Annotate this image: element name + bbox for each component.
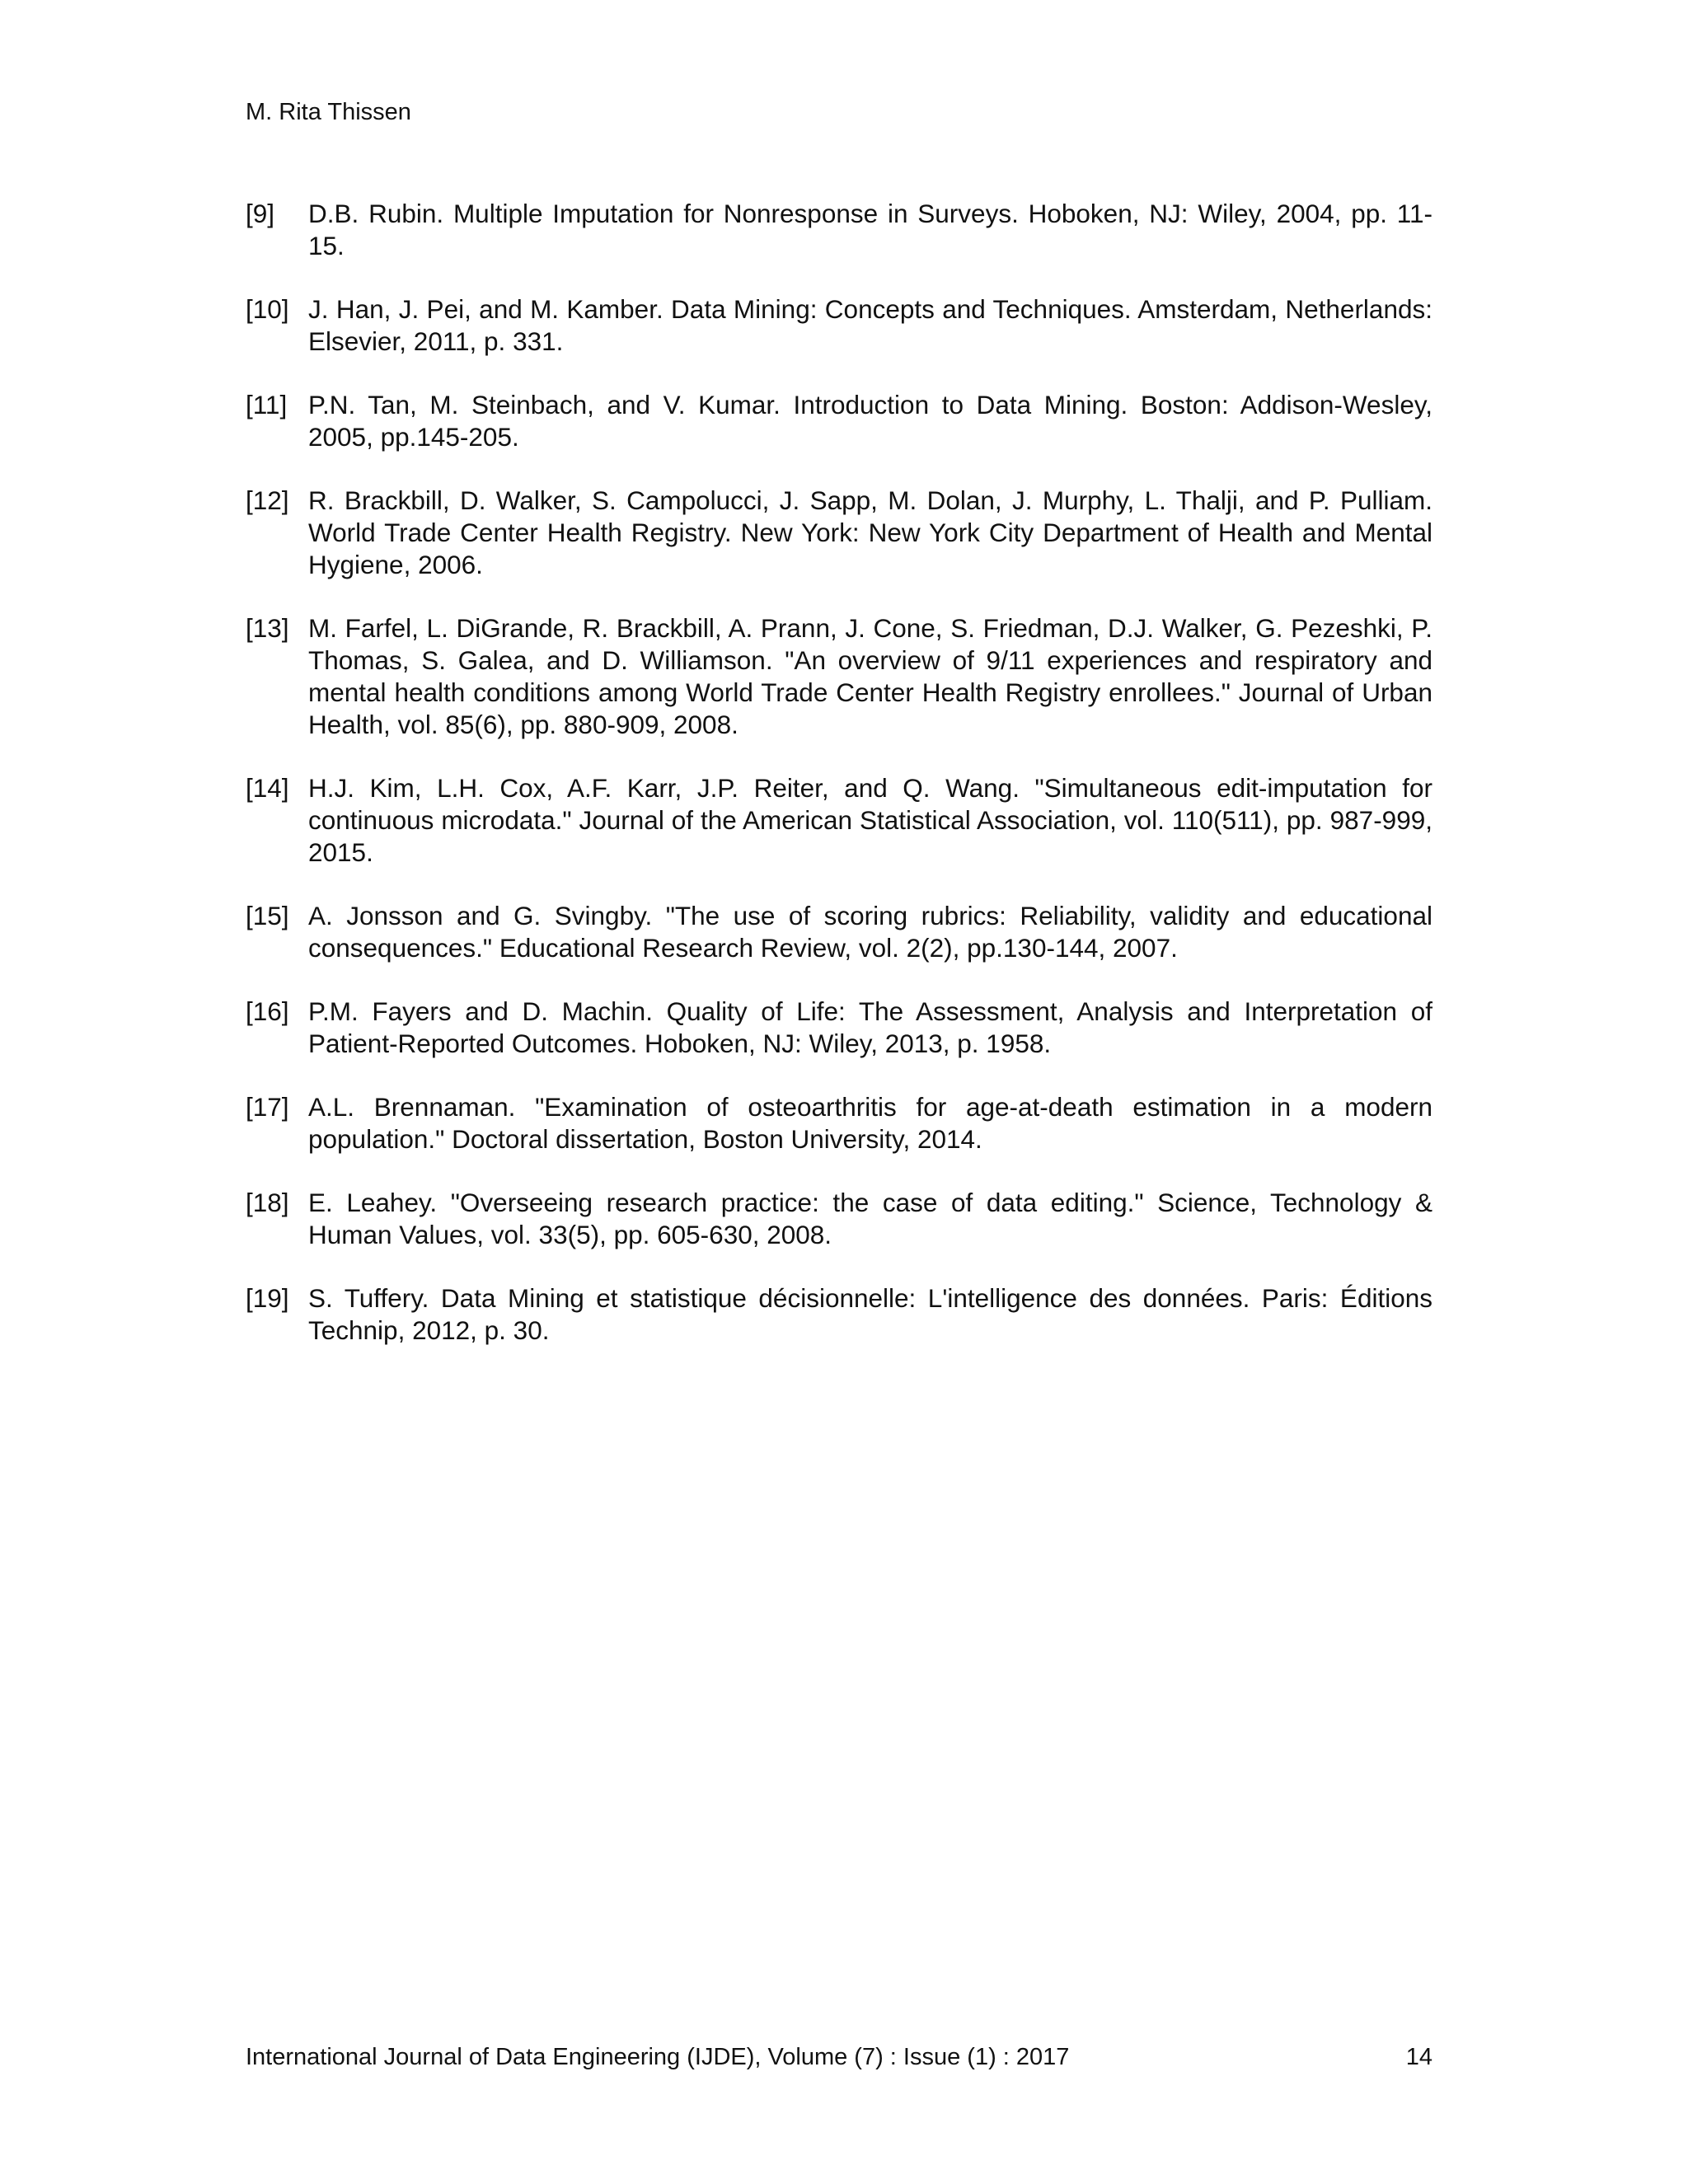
reference-text: D.B. Rubin. Multiple Imputation for Nonresponse in Surveys. Hoboken, NJ: Wiley, 2004, pp. 11-15. [308, 199, 1432, 260]
footer-journal-citation: International Journal of Data Engineering (IJDE), Volume (7) : Issue (1) : 2017 [246, 2044, 1070, 2070]
reference-item [246, 996, 1432, 1060]
reference-item [246, 1282, 1432, 1347]
reference-text: H.J. Kim, L.H. Cox, A.F. Karr, J.P. Reiter, and Q. Wang. "Simultaneous edit-imputation for continuous microdata." Journal of the American Statistical Association, vol. 110(511), pp. 987-999, 2015. [308, 773, 1432, 867]
reference-item [246, 612, 1432, 741]
running-header-author: M. Rita Thissen [246, 99, 411, 125]
reference-item [246, 293, 1432, 358]
reference-number: [16] [246, 996, 289, 1026]
reference-item [246, 900, 1432, 964]
reference-number: [12] [246, 485, 289, 515]
page-number: 14 [1405, 2044, 1432, 2070]
reference-number: [10] [246, 294, 289, 324]
reference-item [246, 485, 1432, 581]
reference-text: A.L. Brennaman. "Examination of osteoarthritis for age-at-death estimation in a modern population." Doctoral dissertation, Boston University, 2014. [308, 1092, 1432, 1154]
reference-number: [17] [246, 1092, 289, 1122]
reference-number: [11] [246, 390, 288, 419]
reference-number: [19] [246, 1283, 289, 1313]
reference-text: E. Leahey. "Overseeing research practice: the case of data editing." Science, Technology & Human Values, vol. 33(5), pp. 605-630, 2008. [308, 1188, 1432, 1249]
reference-text: S. Tuffery. Data Mining et statistique décisionnelle: L'intelligence des données. Paris: Éditions Technip, 2012, p. 30. [308, 1283, 1432, 1345]
reference-item [246, 772, 1432, 869]
reference-item [246, 1091, 1432, 1155]
reference-number: [9] [246, 199, 275, 228]
reference-number: [18] [246, 1188, 289, 1217]
reference-number: [14] [246, 773, 289, 803]
reference-text: P.M. Fayers and D. Machin. Quality of Life: The Assessment, Analysis and Interpretation of Patient-Reported Outcomes. Hoboken, NJ: Wiley, 2013, p. 1958. [308, 996, 1432, 1058]
reference-item [246, 198, 1432, 262]
reference-number: [13] [246, 613, 289, 643]
reference-text: A. Jonsson and G. Svingby. "The use of scoring rubrics: Reliability, validity and educational consequences." Educational Research Review, vol. 2(2), pp.130-144, 2007. [308, 901, 1432, 963]
reference-item [246, 1187, 1432, 1251]
reference-list [246, 198, 1432, 1378]
reference-item [246, 389, 1432, 453]
reference-text: J. Han, J. Pei, and M. Kamber. Data Mining: Concepts and Techniques. Amsterdam, Netherlands: Elsevier, 2011, p. 331. [308, 294, 1432, 356]
reference-text: M. Farfel, L. DiGrande, R. Brackbill, A. Prann, J. Cone, S. Friedman, D.J. Walker, G. Pezeshki, P. Thomas, S. Galea, and D. Williamson. "An overview of 9/11 experiences and respiratory and mental health conditions among World Trade Center Health Registry enrollees." Journal of Urban Health, vol. 85(6), pp. 880-909, 2008. [308, 613, 1432, 739]
reference-text: P.N. Tan, M. Steinbach, and V. Kumar. Introduction to Data Mining. Boston: Addison-Wesley, 2005, pp.145-205. [308, 390, 1432, 452]
reference-text: R. Brackbill, D. Walker, S. Campolucci, J. Sapp, M. Dolan, J. Murphy, L. Thalji, and P. Pulliam. World Trade Center Health Registry. New York: New York City Department of Health and Mental Hygiene, 2006. [308, 485, 1432, 579]
reference-number: [15] [246, 901, 289, 930]
